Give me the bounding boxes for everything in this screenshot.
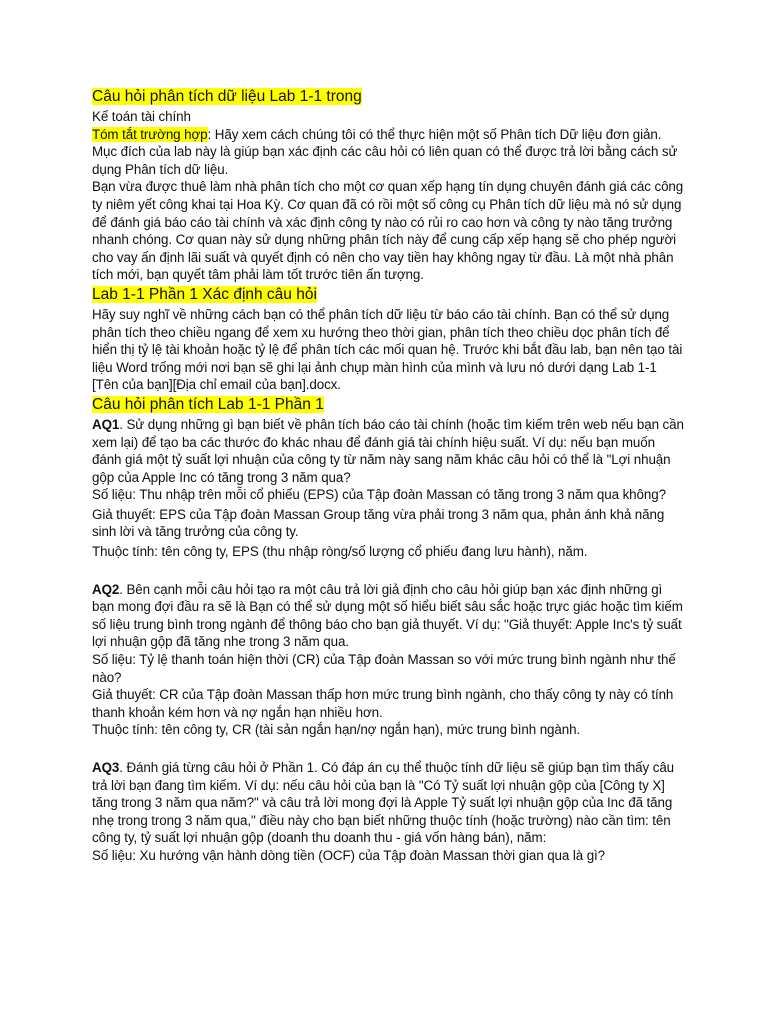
case-summary-label: Tóm tắt trường hợp [92,126,208,142]
aq3-metric: Số liệu: Xu hướng vận hành dòng tiền (OCF) của Tập đoàn Massan thời gian qua là gì? [92,847,606,863]
aq1-label: AQ1 [92,416,120,432]
aq3-label: AQ3 [92,760,120,775]
aq2-label: AQ2 [92,581,120,597]
aq1-hypothesis: Giả thuyết: EPS của Tập đoàn Massan Group tăng vừa phải trong 3 năm qua, phản ánh khả năng sinh lời và tăng trưởng của công ty. [92,506,665,540]
part1-paragraph: Hãy suy nghĩ về những cách bạn có thể phân tích dữ liệu từ báo cáo tài chính. Bạn có thể sử dụng phân tích theo chiều ngang để xem xu hướng theo thời gian, phân tích theo chiều dọc phân tích để hiển thị tỷ lệ tài khoản hoặc tỷ lệ để phân tích các mối quan hệ. Trước khi bắt đầu lab, bạn nên tạo tài liệu Word trống mới nơi bạn sẽ ghi lại ảnh chụp màn hình của mình và lưu nó dưới dạng Lab 1-1 [Tên của bạn][Địa chỉ email của bạn].docx. [92,306,683,393]
aq2-text: . Bên cạnh mỗi câu hỏi tạo ra một câu trả lời giả định cho câu hỏi giúp bạn xác định những gì bạn mong đợi đầu ra sẽ là Bạn có thể sử dụng một số hiểu biết sâu sắc hoặc trực giác hoặc tìm kiếm số liệu trung bình trong ngành để thông báo cho bạn giả thuyết. Ví dụ: "Giả thuyết: Apple Inc's tỷ suất lợi nhuận gộp đã tăng nhe trong 3 năm qua. [92,581,683,650]
aq2-hypothesis: Giả thuyết: CR của Tập đoàn Massan thấp hơn mức trung bình ngành, cho thấy công ty này có tính thanh khoản kém hơn và nợ ngắn hạn nhiều hơn. [92,687,674,720]
aq3-text: . Đánh giá từng câu hỏi ở Phần 1. Có đáp án cụ thể thuộc tính dữ liệu sẽ giúp bạn tìm thấy câu trả lời bạn đang tìm kiếm. Ví dụ: nếu câu hỏi của bạn là "Có Tỷ suất lợi nhuận gộp của [Công ty X] tăng trong 3 năm qua năm?" và câu trả lời mong đợi là Apple Tỷ suất lợi nhuận gộp của Inc đã tăng nhẹ trong trong 3 năm qua," điều này cho bạn biết những thuộc tính (hoặc trường) nào cần tìm: tên công ty, tỷ suất lợi nhuận gộp (doanh thu doanh thu - giá vốn hàng bán), năm: [92,760,675,846]
intro-paragraph: Bạn vừa được thuê làm nhà phân tích cho một cơ quan xếp hạng tín dụng chuyên đánh giá các công ty niêm yết công khai tại Hoa Kỳ. Cơ quan đã có rồi một số công cụ Phân tích dữ liệu mà nó sử dụng để đánh giá báo cáo tài chính và xác định công ty nào có rủi ro cao hơn và công ty nào tăng trưởng nhanh chóng. Cơ quan này sử dụng những phân tích này để cung cấp xếp hạng sẽ cho phép người cho vay ấn định lãi suất và quyết định có nên cho vay tiền hay không ngay từ đầu. Là một nhà phân tích mới, bạn quyết tâm phải làm tốt trước tiên ấn tượng. [92,179,684,283]
case-summary [92,126,686,179]
aq2-metric: Số liệu: Tỷ lệ thanh toán hiện thời (CR) của Tập đoàn Massan so với mức trung bình ngành như thế nào? [92,652,676,685]
aq2-attributes: Thuộc tính: tên công ty, CR (tài sản ngắn hạn/nợ ngắn hạn), mức trung bình ngành. [92,722,581,738]
aq1-metric: Số liệu: Thu nhập trên mỗi cổ phiếu (EPS) của Tập đoàn Massan có tăng trong 3 năm qua không? [92,487,666,503]
aq1-attributes: Thuộc tính: tên công ty, EPS (thu nhập ròng/số lượng cổ phiếu đang lưu hành), năm. [92,544,588,560]
questions-heading: Câu hỏi phân tích Lab 1-1 Phần 1 [92,395,324,413]
aq1-text: . Sử dụng những gì bạn biết về phân tích báo cáo tài chính (hoặc tìm kiếm trên web nếu bạn cần xem lại) để tạo ba các thước đo khác nhau để đánh giá tài chính hiệu suất. Ví dụ: nếu bạn muốn đánh giá một tỷ suất lợi nhuận của công ty từ năm này sang năm khác câu hỏi có thể là "Lợi nhuận gộp của Apple Inc có tăng trong 3 năm qua? [92,416,684,485]
document-title: Câu hỏi phân tích dữ liệu Lab 1-1 trong [92,88,362,105]
case-summary-text: : Hãy xem cách chúng tôi có thể thực hiện một số Phân tích Dữ liệu đơn giản. Mục đích của lab này là giúp bạn xác định các câu hỏi có liên quan có thể được trả lời bằng cách sử dụng Phân tích dữ liệu. [92,126,678,177]
part1-heading: Lab 1-1 Phần 1 Xác định câu hỏi [92,285,317,303]
aq1-paragraph [92,416,686,486]
aq3-paragraph [92,759,686,847]
document-subtitle: Kế toán tài chính [92,109,191,124]
aq2-paragraph [92,581,686,651]
